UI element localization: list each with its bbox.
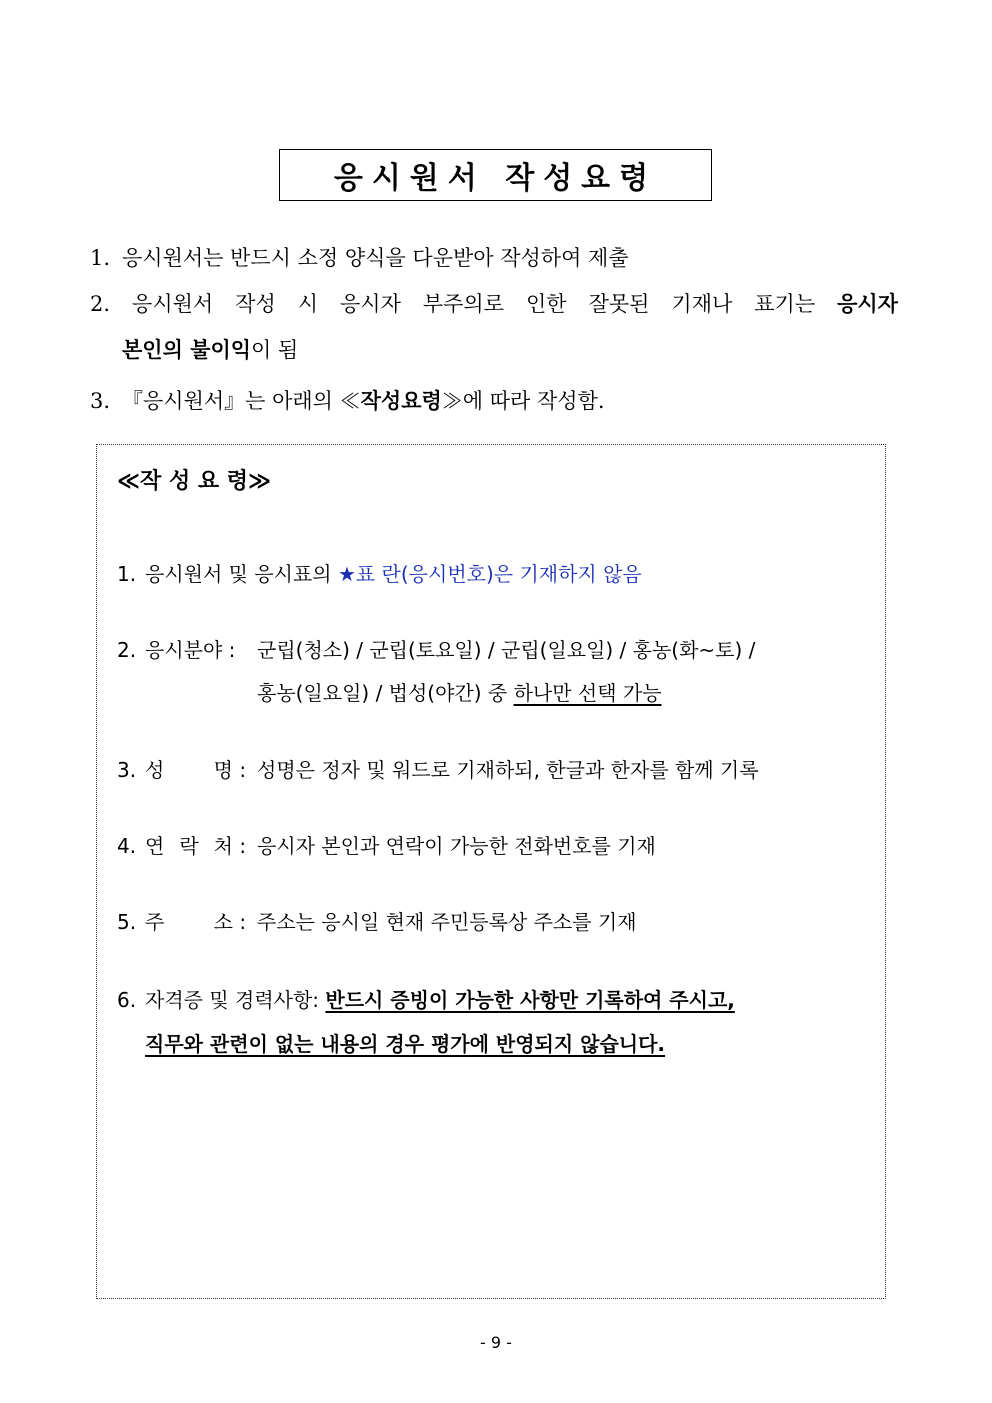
label-char: 처 [213, 834, 233, 858]
guide-item-2-number: 2. [117, 638, 137, 662]
label-char: 주 [145, 910, 165, 934]
intro-item-3-bold: 작성요령 [360, 388, 442, 413]
guide-item-4-text: 응시자 본인과 연락이 가능한 전화번호를 기재 [257, 834, 656, 858]
intro-item-1-number: 1. [90, 246, 111, 270]
intro-item-2-line-2 [122, 335, 934, 365]
intro-item-2-number: 2. [90, 292, 111, 316]
intro-item-2-bold-text: 본인의 불이익 [122, 337, 252, 362]
intro-item-1 [90, 243, 902, 273]
guide-item-1-number: 1. [117, 562, 137, 586]
intro-item-2-bold-end: 응시자 [837, 291, 898, 316]
label-char: 연 [145, 834, 165, 858]
label-colon: : [239, 910, 247, 934]
guide-item-6-label: 자격증 및 경력사항: [145, 988, 326, 1012]
label-colon: : [239, 834, 247, 858]
label-char: 소 [213, 910, 233, 934]
intro-item-2 [90, 289, 902, 319]
guide-item-6 [117, 986, 877, 1014]
document-title: 응시원서 작성요령 [333, 161, 658, 196]
guide-item-6-line-2 [145, 1030, 905, 1058]
document-title-box [279, 149, 712, 201]
guide-item-2-line-2 [257, 679, 992, 707]
intro-item-2-word: 인한 [526, 292, 567, 316]
label-char: 락 [179, 834, 199, 858]
guide-item-3-text: 성명은 정자 및 워드로 기재하되, 한글과 한자를 함께 기록 [257, 758, 759, 782]
label-char: 명 [213, 758, 233, 782]
label-colon: : [239, 758, 247, 782]
intro-item-3-number: 3. [90, 389, 111, 413]
intro-item-2-word: 기재나 [671, 292, 733, 316]
guide-item-5-text: 주소는 응시일 현재 주민등록상 주소를 기재 [257, 910, 637, 934]
intro-item-2-word: 작성 [235, 292, 276, 316]
intro-item-2-word: 응시원서 [132, 292, 214, 316]
guide-item-3-number: 3. [117, 758, 137, 782]
guide-item-4-label [145, 832, 233, 860]
label-char: 성 [145, 758, 165, 782]
guide-item-1 [117, 560, 877, 588]
guide-title: ≪작 성 요 령≫ [117, 469, 272, 494]
guide-item-2-label: 응시분야 : [145, 638, 236, 662]
guide-item-2 [117, 636, 877, 664]
guide-item-1-text: 응시원서 및 응시표의 [145, 562, 338, 586]
intro-item-3-suffix: ≫에 따라 작성함. [441, 389, 605, 413]
guide-item-3-label [145, 756, 233, 784]
guide-item-2-underlined-text: 하나만 선택 가능 [513, 681, 662, 705]
intro-item-2-word: 시 [297, 292, 319, 316]
guide-item-2-line-1: 군립(청소) / 군립(토요일) / 군립(일요일) / 홍농(화~토) / [257, 638, 756, 662]
page-number: - 9 - [480, 1333, 512, 1352]
guide-item-4 [117, 832, 877, 860]
intro-item-2-rest-text: 이 됨 [251, 338, 299, 362]
intro-item-2-word: 부주의로 [422, 292, 505, 316]
intro-item-2-word: 응시자 [340, 292, 401, 316]
intro-item-1-text: 응시원서는 반드시 소정 양식을 다운받아 작성하여 제출 [122, 246, 629, 270]
intro-item-2-line-1 [90, 289, 898, 319]
guide-item-3 [117, 756, 877, 784]
guide-item-5-label [145, 908, 233, 936]
intro-item-3 [90, 386, 902, 416]
guide-item-1-blue-text: ★표 란(응시번호)은 기재하지 않음 [337, 562, 642, 586]
guide-item-6-bold-line-2: 직무와 관련이 없는 내용의 경우 평가에 반영되지 않습니다. [145, 1032, 666, 1056]
intro-item-2-word: 잘못된 [588, 292, 650, 316]
guide-item-6-number: 6. [117, 988, 137, 1012]
guide-item-6-bold-line-1: 반드시 증빙이 가능한 사항만 기록하여 주시고, [325, 988, 735, 1012]
intro-item-3-prefix: 『응시원서』는 아래의 ≪ [122, 389, 361, 413]
intro-item-2-word: 표기는 [754, 292, 816, 316]
guide-item-5-number: 5. [117, 910, 137, 934]
guide-item-5 [117, 908, 877, 936]
guide-item-4-number: 4. [117, 834, 137, 858]
guide-item-2-line-2-prefix: 홍농(일요일) / 법성(야간) 중 [257, 681, 514, 705]
